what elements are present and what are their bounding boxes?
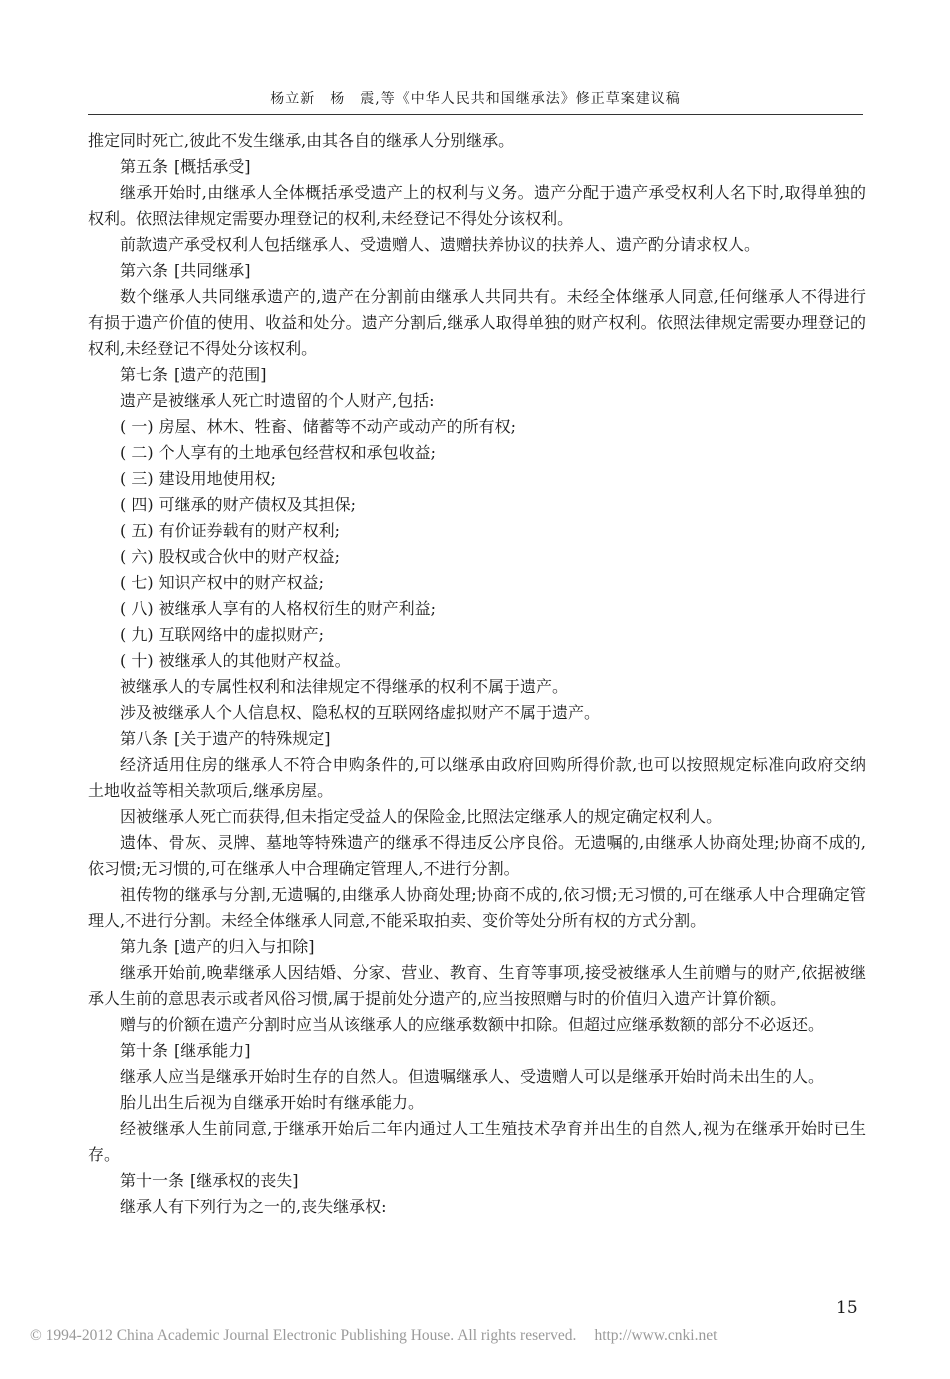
paragraph: 被继承人的专属性权利和法律规定不得继承的权利不属于遗产。 [120,677,569,696]
copyright-notice: © 1994-2012 China Academic Journal Electronic Publishing House. All rights reserved. [30,1327,577,1344]
article-heading-10 [88,1038,866,1064]
article-number: 第八条 [120,729,169,748]
paragraph: 继承人有下列行为之一的,丧失继承权: [120,1197,387,1216]
footer-link[interactable]: http://www.cnki.net [594,1327,718,1344]
list-item: ( 三) 建设用地使用权; [120,469,277,488]
paragraph: 前款遗产承受权利人包括继承人、受遗赠人、遗赠扶养协议的扶养人、遗产酌分请求权人。 [120,235,761,254]
paragraph: 赠与的价额在遗产分割时应当从该继承人的应继承数额中扣除。但超过应继承数额的部分不必返还。 [120,1015,825,1034]
list-item: ( 七) 知识产权中的财产权益; [120,573,325,592]
article-number: 第十一条 [120,1171,185,1190]
paragraph: 继承开始前,晚辈继承人因结婚、分家、营业、教育、生育等事项,接受被继承人生前赠与的财产,依据被继承人生前的意思表示或者风俗习惯,属于提前处分遗产的,应当按照赠与时的价值归入遗产计算价额。 [88,963,866,1008]
page-number: 15 [836,1298,858,1318]
article-number: 第十条 [120,1041,169,1060]
list-item: ( 八) 被继承人享有的人格权衍生的财产利益; [120,599,437,618]
article-title: [ 遗产的范围 ] [174,365,267,384]
article-title: [ 关于遗产的特殊规定 ] [174,729,331,748]
article-number: 第五条 [120,157,169,176]
list-item: ( 九) 互联网络中的虚拟财产; [120,625,325,644]
list-item: ( 四) 可继承的财产债权及其担保; [120,495,357,514]
paragraph: 胎儿出生后视为自继承开始时有继承能力。 [120,1093,425,1112]
header-rule [88,114,863,115]
paragraph: 遗体、骨灰、灵牌、墓地等特殊遗产的继承不得违反公序良俗。无遗嘱的,由继承人协商处理;协商不成的,依习惯;无习惯的,可在继承人中合理确定管理人,不进行分割。 [88,833,866,878]
article-heading-6 [88,258,866,284]
paragraph: 经被继承人生前同意,于继承开始后二年内通过人工生殖技术孕育并出生的自然人,视为在继承开始时已生存。 [88,1119,866,1164]
article-title: [ 共同继承 ] [174,261,251,280]
running-title: 杨立新 杨 震,等《中华人民共和国继承法》修正草案建议稿 [270,91,681,107]
article-heading-7 [88,362,866,388]
article-title: [ 遗产的归入与扣除 ] [174,937,315,956]
article-number: 第九条 [120,937,169,956]
paragraph: 推定同时死亡,彼此不发生继承,由其各自的继承人分别继承。 [88,131,515,150]
paragraph: 祖传物的继承与分割,无遗嘱的,由继承人协商处理;协商不成的,依习惯;无习惯的,可在继承人中合理确定管理人,不进行分割。未经全体继承人同意,不能采取拍卖、变价等处分所有权的方式分割。 [88,885,866,930]
article-heading-8 [88,726,866,752]
paragraph: 涉及被继承人个人信息权、隐私权的互联网络虚拟财产不属于遗产。 [120,703,601,722]
article-number: 第六条 [120,261,169,280]
article-body [88,128,866,1220]
article-title: [ 继承权的丧失 ] [190,1171,299,1190]
paragraph: 遗产是被继承人死亡时遗留的个人财产,包括: [120,391,435,410]
paragraph: 经济适用住房的继承人不符合申购条件的,可以继承由政府回购所得价款,也可以按照规定标准向政府交纳土地收益等相关款项后,继承房屋。 [88,755,866,800]
article-heading-9 [88,934,866,960]
article-heading-5 [88,154,866,180]
list-item: ( 二) 个人享有的土地承包经营权和承包收益; [120,443,437,462]
article-heading-11 [88,1168,866,1194]
paragraph: 继承人应当是继承开始时生存的自然人。但遗嘱继承人、受遗赠人可以是继承开始时尚未出生的人。 [120,1067,825,1086]
list-item: ( 六) 股权或合伙中的财产权益; [120,547,341,566]
article-title: [ 继承能力 ] [174,1041,251,1060]
list-item: ( 十) 被继承人的其他财产权益。 [120,651,351,670]
paragraph: 因被继承人死亡而获得,但未指定受益人的保险金,比照法定继承人的规定确定权利人。 [120,807,723,826]
article-title: [ 概括承受 ] [174,157,251,176]
article-number: 第七条 [120,365,169,384]
list-item: ( 五) 有价证券载有的财产权利; [120,521,341,540]
paragraph: 继承开始时,由继承人全体概括承受遗产上的权利与义务。遗产分配于遗产承受权利人名下时,取得单独的权利。依照法律规定需要办理登记的权利,未经登记不得处分该权利。 [88,183,866,228]
footer [30,1327,930,1345]
list-item: ( 一) 房屋、林木、牲畜、储蓄等不动产或动产的所有权; [120,417,517,436]
paragraph: 数个继承人共同继承遗产的,遗产在分割前由继承人共同共有。未经全体继承人同意,任何继承人不得进行有损于遗产价值的使用、收益和处分。遗产分割后,继承人取得单独的财产权利。依照法律规定需要办理登记的权利,未经登记不得处分该权利。 [88,287,866,358]
